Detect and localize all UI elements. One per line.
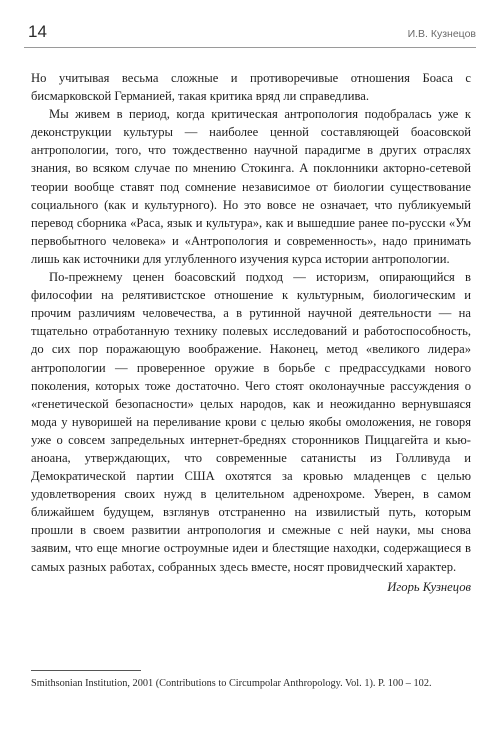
paragraph: Мы живем в период, когда критическая антропология подобралась уже к деконструкции культуры — наиболее ценной составляющей боасовской антропологии, того, что тождественно научной парадигме в других отраслях знания, во всяком случае по мнению Стокинга. А поклонники акторно-сетевой теории вообще ставят под сомнение независимое от биологии существование социального (как и культурного). Но это вовсе не означает, что публикуемый перевод сборника «Раса, язык и культура», как и вышедшие ранее по-русски «Ум первобытного человека» и «Антропология и современность», надо принимать лишь как источники для углубленного изучения курса истории антропологии. bbox=[31, 107, 471, 266]
header-divider bbox=[24, 47, 476, 48]
footnote-divider bbox=[31, 670, 141, 671]
paragraph: По-прежнему ценен боасовский подход — историзм, опирающийся в философии на релятивистское отношение к культурным, биологическим и прочим различиям человечества, а в рутинной научной деятельности — на тщательно отработанную технику полевых исследований и работоспособность, до сих пор поражающую воображение. Наконец, метод «великого лидера» антропологии — проверенное оружие в борьбе с предрассудками нового поколения, которых тоже достаточно. Чего стоят околонаучные рассуждения о «генетической безопасности» целых народов, как и неожиданно вернувшаяся мода у нуворишей на переливание крови с целью якобы омоложения, не говоря уже о совсем запредельных интернет-бреднях сторонников Пиццагейта и кью-аноана, утверждающих, что современные сатанисты из Голливуда и Демократической партии США охотятся за кровью младенцев с целью удовлетворения своих нужд в целительном адренохроме. Уверен, в самом ближайшем будущем, взглянув отстраненно на извилистый путь, которым прошли в своем развитии антропология и смежные с ней науки, мы снова заявим, что еще многие остроумные идеи и блестящие находки, содержащиеся в самых разных работах, собранных здесь вместе, носят провидческий характер. bbox=[31, 270, 471, 574]
author-signature: Игорь Кузнецов bbox=[387, 579, 471, 594]
page-number: 14 bbox=[28, 22, 47, 41]
body-text bbox=[31, 69, 471, 596]
footnote: Smithsonian Institution, 2001 (Contributions to Circumpolar Anthropology. Vol. 1). P. 100 – 102. bbox=[31, 678, 432, 689]
running-head: И.В. Кузнецов bbox=[407, 28, 476, 40]
paragraph: Но учитывая весьма сложные и противоречивые отношения Боаса с бисмарковской Германией, такая критика вряд ли справедлива. bbox=[31, 71, 471, 104]
page-header bbox=[24, 14, 476, 48]
